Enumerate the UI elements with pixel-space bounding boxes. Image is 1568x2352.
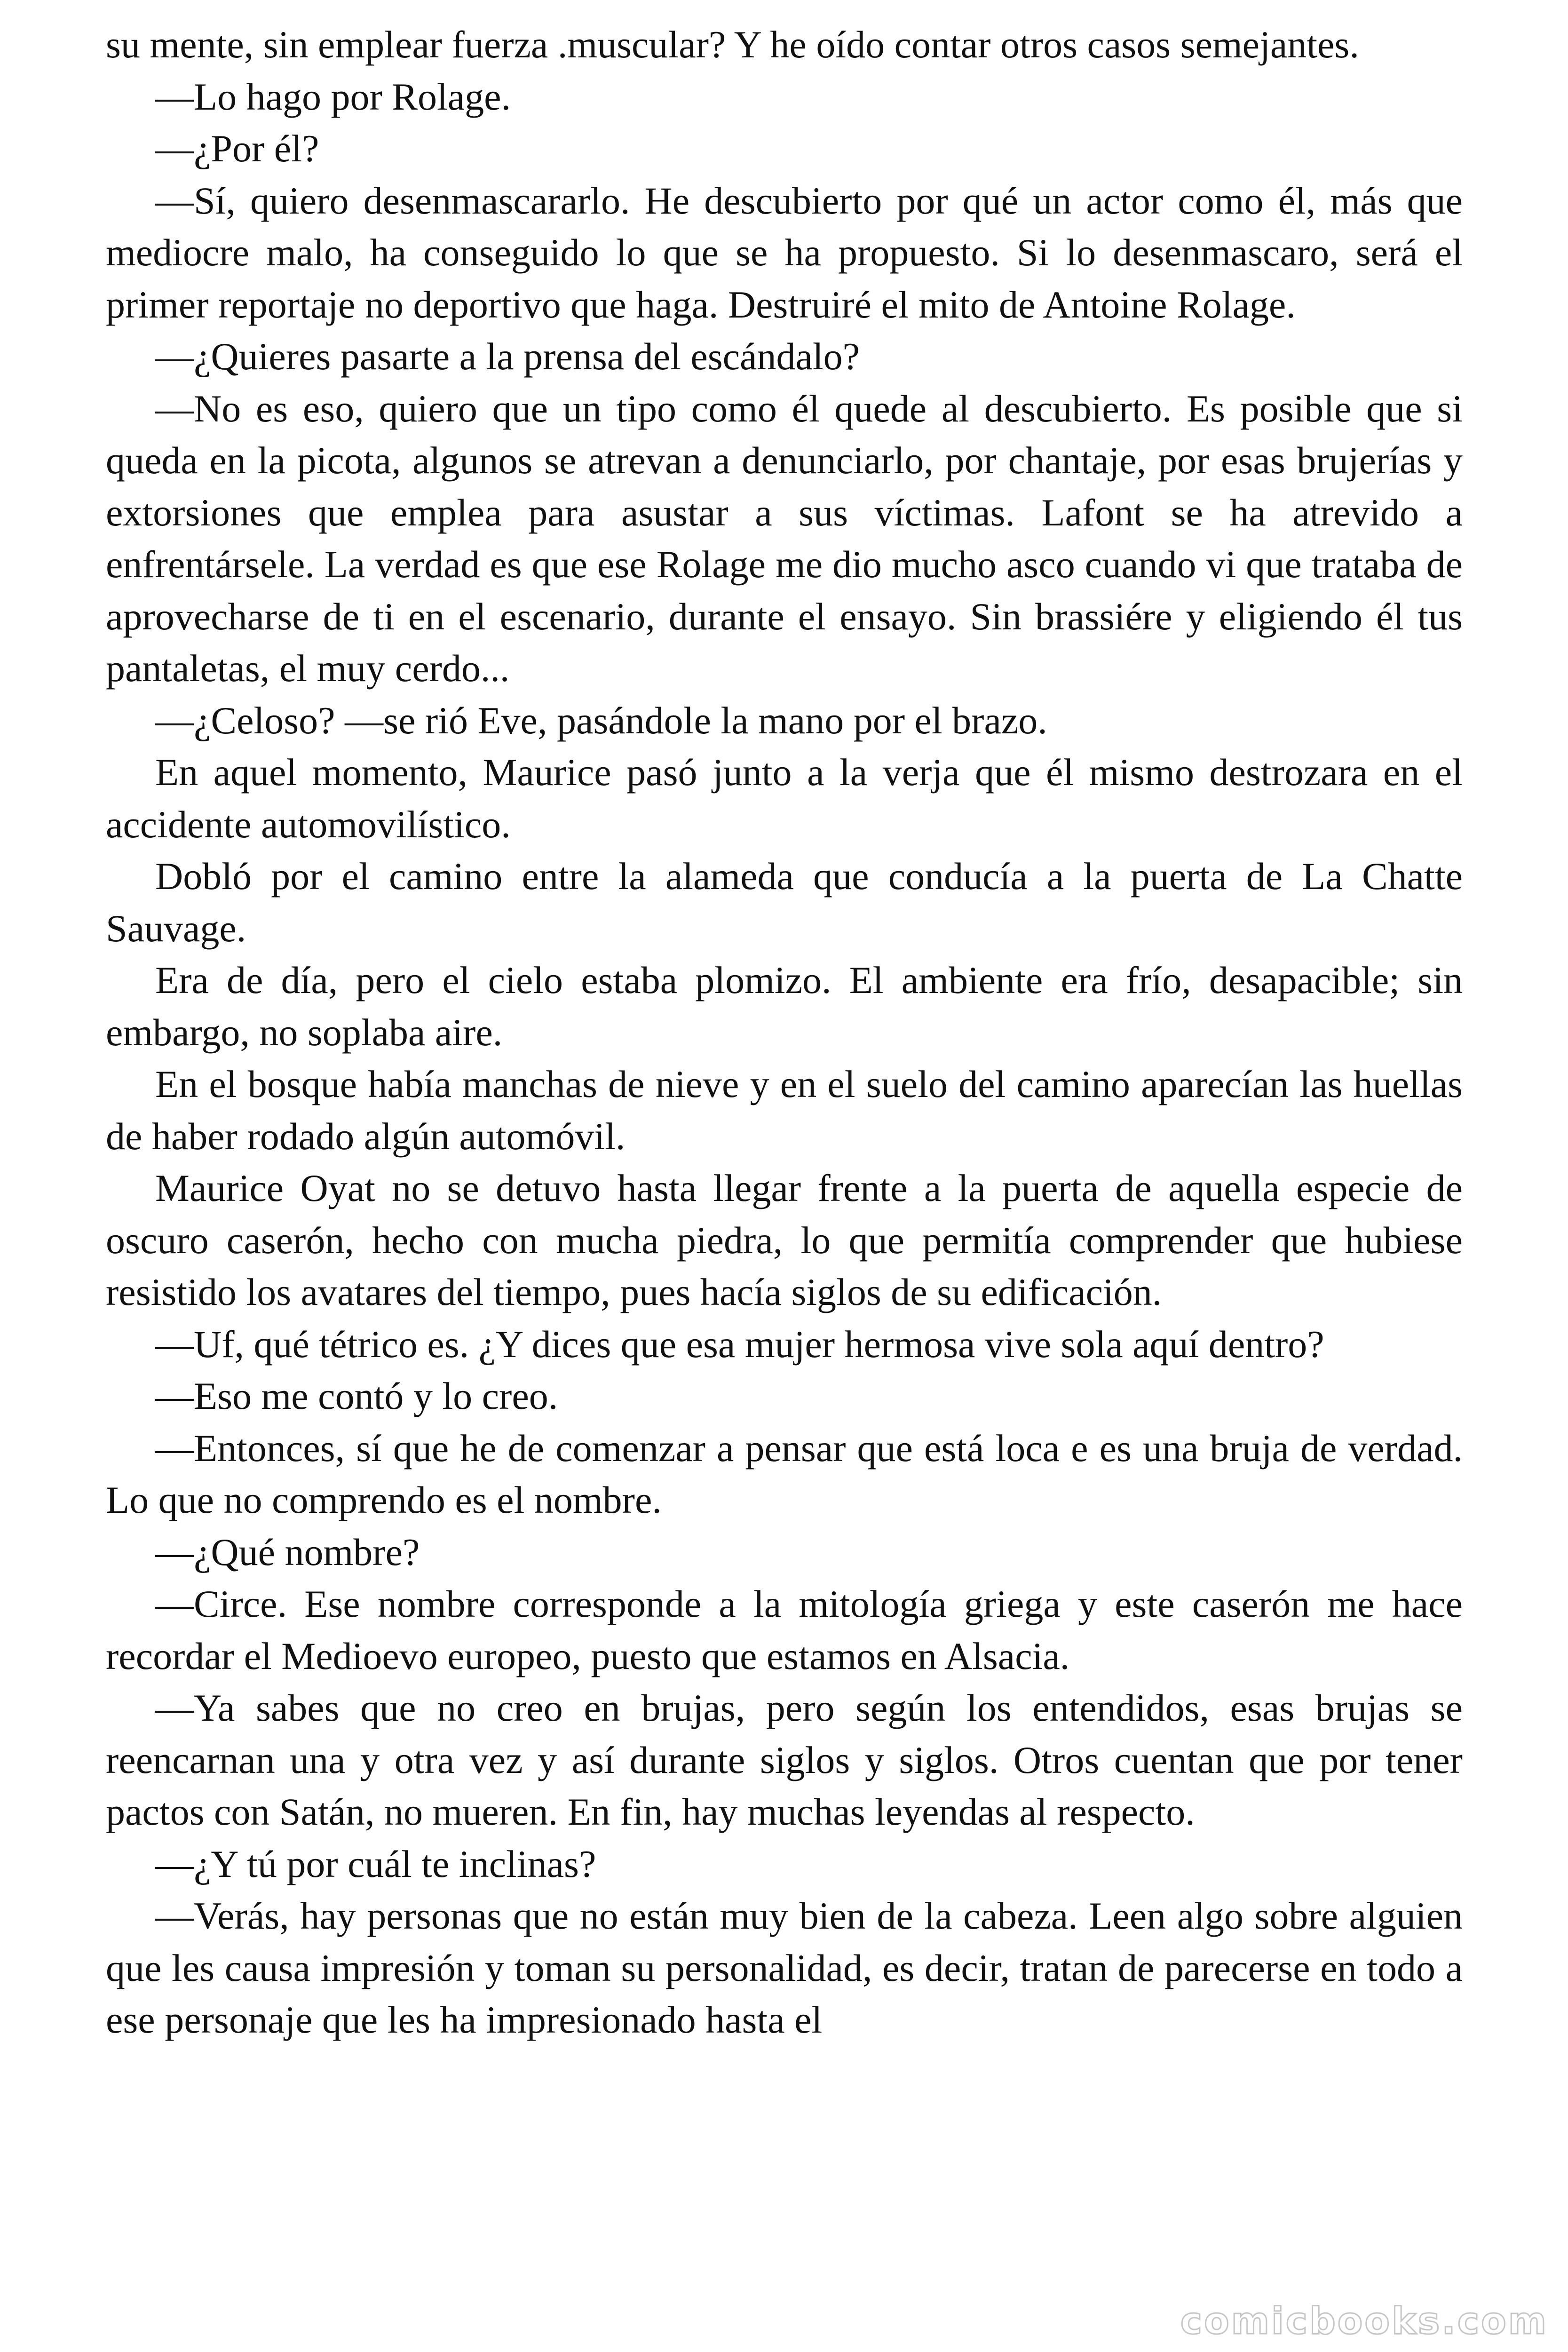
paragraph: Era de día, pero el cielo estaba plomizo. El ambiente era frío, desapacible; sin embargo, no soplaba aire. xyxy=(106,959,1463,1054)
paragraph: —No es eso, quiero que un tipo como él quede al descubierto. Es posible que si queda en la picota, algunos se atrevan a denunciarlo, por chantaje, por esas brujerías y extorsiones que emplea para asustar a sus víctimas. Lafont se ha atrevido a enfrentársele. La verdad es que ese Rolage me dio mucho asco cuando vi que trataba de aprovecharse de ti en el escenario, durante el ensayo. Sin brassiére y eligiendo él tus pantaletas, el muy cerdo... xyxy=(106,387,1463,690)
paragraph: En el bosque había manchas de nieve y en el suelo del camino aparecían las huellas de haber rodado algún automóvil. xyxy=(106,1063,1463,1158)
paragraph: —Verás, hay personas que no están muy bien de la cabeza. Leen algo sobre alguien que les causa impresión y toman su personalidad, es decir, tratan de parecerse en todo a ese personaje que les ha impresionado hasta el xyxy=(106,1894,1463,2041)
paragraph: —Circe. Ese nombre corresponde a la mitología griega y este caserón me hace recordar el Medioevo europeo, puesto que estamos en Alsacia. xyxy=(106,1582,1463,1677)
paragraph: Dobló por el camino entre la alameda que conducía a la puerta de La Chatte Sauvage. xyxy=(106,855,1463,950)
paragraph: —Uf, qué tétrico es. ¿Y dices que esa mujer hermosa vive sola aquí dentro? xyxy=(155,1322,1324,1366)
watermark: comicbooks.com xyxy=(1180,2300,1548,2343)
paragraph: Maurice Oyat no se detuvo hasta llegar frente a la puerta de aquella especie de oscuro caserón, hecho con mucha piedra, lo que permitía comprender que hubiese resistido los avatares del tiempo, pues hacía siglos de su edificación. xyxy=(106,1167,1463,1313)
paragraph: En aquel momento, Maurice pasó junto a la verja que él mismo destrozara en el accidente automovilístico. xyxy=(106,751,1463,846)
paragraph: —¿Celoso? —se rió Eve, pasándole la mano por el brazo. xyxy=(155,699,1047,742)
paragraph: —Entonces, sí que he de comenzar a pensar que está loca e es una bruja de verdad. Lo que no comprendo es el nombre. xyxy=(106,1426,1463,1521)
paragraph: —Eso me contó y lo creo. xyxy=(155,1375,558,1417)
paragraph: —¿Qué nombre? xyxy=(155,1530,420,1573)
paragraph: —Ya sabes que no creo en brujas, pero según los entendidos, esas brujas se reencarnan una y otra vez y así durante siglos y siglos. Otros cuentan que por tener pactos con Satán, no mueren. En fin, hay muchas leyendas al respecto. xyxy=(106,1686,1463,1833)
page-text xyxy=(106,19,1463,2046)
paragraph: —Lo hago por Rolage. xyxy=(155,75,511,118)
paragraph: —Sí, quiero desenmascararlo. He descubierto por qué un actor como él, más que mediocre malo, ha conseguido lo que se ha propuesto. Si lo desenmascaro, será el primer reportaje no deportivo que haga. Destruiré el mito de Antoine Rolage. xyxy=(106,179,1463,326)
paragraph: —¿Por él? xyxy=(155,127,319,170)
paragraph: —¿Quieres pasarte a la prensa del escándalo? xyxy=(155,335,860,378)
paragraph: su mente, sin emplear fuerza .muscular? Y he oído contar otros casos semejantes. xyxy=(106,23,1359,66)
paragraph: —¿Y tú por cuál te inclinas? xyxy=(155,1842,596,1885)
